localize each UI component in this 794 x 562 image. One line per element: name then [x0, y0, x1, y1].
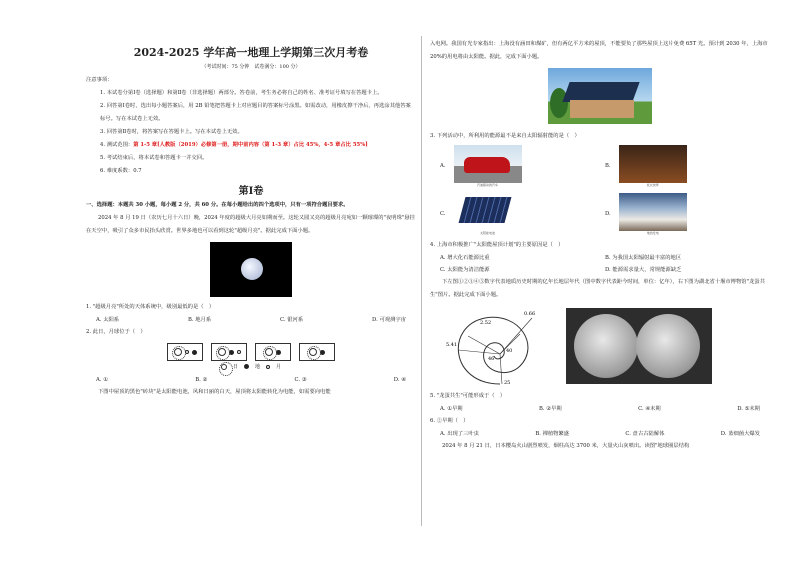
q3-label-b: B. — [605, 163, 611, 169]
q3-option-d[interactable] — [605, 193, 770, 235]
car-photo — [454, 145, 522, 183]
spiral-label-5-41: 5.41 — [446, 342, 458, 348]
q3-option-b[interactable] — [605, 145, 770, 187]
note-item-2: 2. 回答第Ⅰ卷时，选出每小题答案后，用 2B 铅笔把答题卡上对应题目的答案标号涂黑。如需改动，用橡皮擦干净后，再选涂其他答案标号。写在本试卷上无效。 — [100, 103, 411, 122]
spiral-label-2-52: 2.52 — [480, 320, 492, 326]
q2-option-a[interactable]: A. ① — [96, 377, 108, 383]
dinosaur-egg-photo — [566, 308, 712, 384]
geologic-figures — [430, 306, 770, 386]
question-6: 6. ②早期（ ） — [430, 418, 469, 424]
exam-title: 2024-2025 学年高一地理上学期第三次月考卷 — [133, 46, 369, 59]
legend-earth: 地 — [254, 364, 260, 370]
q3-label-d: D. — [605, 211, 611, 217]
q3-label-a: A. — [440, 163, 446, 169]
notes-heading: 注意事项： — [86, 77, 113, 83]
legend-moon: 月 — [276, 364, 282, 370]
q1-option-a[interactable]: A. 太阳系 — [96, 317, 120, 323]
q5-options — [430, 403, 770, 415]
spiral-label-40: 40 — [506, 348, 513, 354]
question-1: 1. "超级月亮"所处的天体系统中，级别最低的是（ ） — [86, 304, 215, 310]
solar-passage-continued: 入电网。我国有光专家指出：上海没有涵田和煤矿，但有两亿平方米的屋顶，不能要负了那些屋顶上这片免费 65T 光。预计到 2030 年，上海市 20%的用电将由太阳能。据此，完成下面小题。 — [430, 41, 768, 60]
earth-dot-icon — [192, 350, 197, 355]
earth-dot-icon — [244, 364, 249, 369]
house-wall-image — [570, 100, 634, 118]
q2-option-b[interactable]: B. ② — [195, 377, 208, 383]
geologic-spiral-diagram — [440, 306, 560, 386]
q4-options — [430, 252, 770, 276]
geologic-passage: 下左图①②③④⑤数字代表地质历史时期的亿年长地层年代（图中数字代表距今时间，单位：亿年），右下图为湖北省十堰市博物馆"龙蛋共生"图片。据此完成下面小题。 — [430, 279, 765, 298]
q4-option-c[interactable]: C. 太阳能为清洁能源 — [440, 267, 490, 273]
q4-option-d[interactable]: D. 能源需求量大，常规能源缺乏 — [605, 267, 682, 273]
sun-icon — [218, 348, 226, 356]
spiral-label-0-66: 0.66 — [524, 311, 536, 317]
q3-caption-a: 汽油驱动的汽车 — [477, 183, 499, 187]
sun-icon — [309, 348, 317, 356]
phase-legend — [86, 363, 416, 370]
question-2: 2. 此日，月球位于（ ） — [86, 329, 146, 335]
q6-option-a[interactable]: A. 出现了三叶虫 — [440, 431, 479, 437]
phase-box-1 — [167, 343, 203, 361]
barbecue-photo — [619, 145, 687, 183]
moon-dot-icon — [266, 365, 270, 369]
spiral-label-46: 46 — [488, 356, 495, 362]
q5-option-d[interactable]: D. ⑤末期 — [737, 406, 760, 412]
q1-option-b[interactable]: B. 地月系 — [187, 317, 212, 323]
phase-box-3 — [255, 343, 291, 361]
scope-detail: 第 1-5 章[人教版（2019）必修第一册，期中前内容（第 1-3 章）占比 45%，4-5 章占比 55%] — [133, 142, 368, 148]
question-3: 3. 下列活动中，所利用的能源最不是来自太阳辐射能的是（ ） — [430, 133, 580, 139]
q3-caption-b: 炭火烧烤 — [646, 183, 659, 187]
q3-caption-c: 太阳能电池 — [480, 231, 496, 235]
geothermal-photo — [619, 193, 687, 231]
q3-option-a[interactable] — [440, 145, 605, 187]
right-column — [430, 38, 770, 453]
q3-option-c[interactable] — [440, 193, 605, 235]
q3-caption-d: 地热发电 — [646, 231, 659, 235]
q5-option-c[interactable]: C. ④末期 — [638, 406, 661, 412]
sun-icon — [265, 348, 273, 356]
q1-options — [86, 314, 416, 326]
supermoon-photo — [210, 242, 292, 297]
q6-option-c[interactable]: C. 盘古古陆解体 — [625, 431, 665, 437]
solar-roof-image — [562, 82, 639, 102]
question-5: 5. "龙蛋共生"可能形成于（ ） — [430, 393, 506, 399]
sun-icon — [174, 348, 182, 356]
q6-option-d[interactable]: D. 蓝细菌大爆发 — [720, 431, 760, 437]
supermoon-passage: 2024 年 8 月 19 日（农历七月十六日）晚，2024 年度的超级大月亮如期而至。这轮又圆又亮的超级月亮宛如一颗璀璨的"夜明珠"悬挂在天空中，吸引了众多市民抬头欣赏。世界多地也可以看到这轮"超级月亮"。据此完成下面小题。 — [86, 215, 415, 234]
q5-option-a[interactable]: A. ①早期 — [440, 406, 463, 412]
exam-subtitle: （考试时间：75 分钟 试卷满分：100 分） — [201, 64, 301, 70]
moon-dot-icon — [237, 350, 241, 354]
sun-icon — [221, 364, 227, 370]
q4-option-a[interactable]: A. 增大化石能源比重 — [440, 255, 490, 261]
solar-panel-photo — [454, 193, 522, 231]
note-item-6: 6. 难度系数：0.7 — [100, 168, 142, 174]
note-item-4 — [86, 139, 416, 152]
note-item-5: 5. 考试结束后，将本试卷和答题卡一并交回。 — [100, 155, 208, 161]
moon-phase-diagram — [86, 343, 416, 361]
q3-label-c: C. — [440, 211, 446, 217]
section-intro: 一、选择题：本题共 30 小题，每小题 2 分，共 60 分。在每小题给出的四个选项中，只有一项符合题目要求。 — [86, 202, 349, 208]
moon-image — [241, 258, 263, 280]
q1-option-c[interactable]: C. 银河系 — [280, 317, 304, 323]
phase-box-2 — [211, 343, 247, 361]
scope-prefix: 4. 测试范围： — [100, 142, 134, 148]
q3-image-options — [430, 145, 770, 235]
egg-image-left — [574, 314, 638, 378]
note-item-3: 3. 回答第Ⅱ卷时，将答案写在答题卡上。写在本试卷上无效。 — [100, 129, 243, 135]
q1-option-d[interactable]: D. 可观测宇宙 — [372, 317, 406, 323]
solar-roof-passage: 下图中屋顶的黑色"砖块"是太阳能电池，风和日丽的白天，屋顶将太阳能转化为电能，如需要向电能 — [98, 389, 331, 395]
column-divider — [421, 36, 422, 526]
q6-option-b[interactable]: B. 裸植物繁盛 — [535, 431, 570, 437]
q2-option-c[interactable]: C. ③ — [294, 377, 307, 383]
left-column — [86, 38, 416, 399]
q2-option-d[interactable]: D. ④ — [393, 377, 406, 383]
egg-image-right — [636, 314, 700, 378]
phase-box-4 — [299, 343, 335, 361]
volcano-passage: 2024 年 8 月 21 日，日本樱岛火山剧烈喷发，烟柱高达 3700 米，大量火山灰喷出。读图"地球圈层结构 — [442, 443, 690, 449]
legend-sun: 日 — [232, 364, 238, 370]
section-title: 第Ⅰ卷 — [238, 186, 264, 197]
note-item-1: 1. 本试卷分第Ⅰ卷（选择题）和第Ⅱ卷（非选择题）两部分。答卷前，考生务必将自己的姓名、准考证号填写在答题卡上。 — [100, 90, 383, 96]
q4-option-b[interactable]: B. 为我国太阳辐射最丰富的地区 — [605, 255, 682, 261]
q2-options — [86, 374, 416, 386]
spiral-label-25: 25 — [504, 380, 511, 386]
q6-options — [430, 428, 770, 440]
q5-option-b[interactable]: B. ②早期 — [539, 406, 562, 412]
solar-house-photo — [548, 68, 652, 124]
question-4: 4. 上海市积极推广"太阳能屋顶计划"的主要原因是（ ） — [430, 242, 564, 248]
